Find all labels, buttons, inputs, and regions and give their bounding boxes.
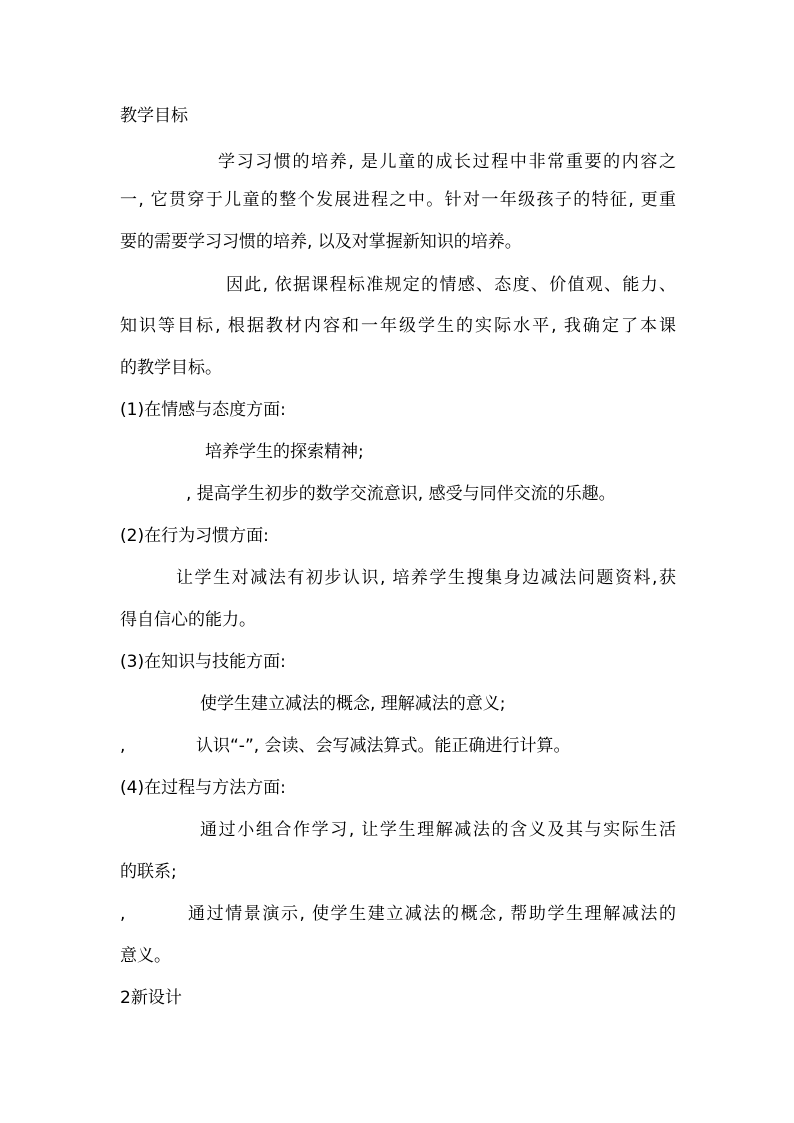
section-1-item-2: , 提高学生初步的数学交流意识, 感受与同伴交流的乐趣。 — [186, 484, 616, 504]
section-2-line-2: 得自信心的能力。 — [120, 610, 256, 630]
section-2-line-1: 让学生对减法有初步认识, 培养学生搜集身边减法问题资料,获 — [176, 568, 676, 588]
section-3-item-1: 使学生建立减法的概念, 理解减法的意义; — [200, 694, 506, 714]
section-1-item-1: 培养学生的探索精神; — [205, 442, 364, 462]
next-section-heading: 2新设计 — [120, 988, 182, 1008]
section-4-item-1-line-1: 通过小组合作学习, 让学生理解减法的含义及其与实际生活 — [200, 820, 676, 840]
para1-line-3: 要的需要学习习惯的培养, 以及对掌握新知识的培养。 — [120, 232, 522, 252]
section-4-item-2-line-1: 通过情景演示, 使学生建立减法的概念, 帮助学生理解减法的 — [188, 904, 676, 924]
heading: 教学目标 — [120, 106, 188, 126]
para2-line-3: 的教学目标。 — [120, 358, 222, 378]
section-3-title: (3)在知识与技能方面: — [120, 652, 286, 672]
para2-line-2: 知识等目标, 根据教材内容和一年级学生的实际水平, 我确定了本课 — [120, 316, 676, 336]
section-4-item-1-line-2: 的联系; — [120, 862, 177, 882]
section-4-item-2-line-2: 意义。 — [120, 946, 171, 966]
section-3-item-2: 认识“-”, 会读、会写减法算式。能正确进行计算。 — [196, 736, 571, 756]
para2-line-1: 因此, 依据课程标准规定的情感、态度、价值观、能力、 — [226, 275, 676, 295]
para1-line-1: 学习习惯的培养, 是儿童的成长过程中非常重要的内容之 — [218, 152, 676, 172]
section-1-title: (1)在情感与态度方面: — [120, 400, 286, 420]
section-3-item-2-mark: , — [120, 736, 126, 756]
para1-line-2: 一, 它贯穿于儿童的整个发展进程之中。针对一年级孩子的特征, 更重 — [120, 190, 676, 210]
section-4-item-2-mark: , — [120, 904, 126, 924]
section-4-title: (4)在过程与方法方面: — [120, 778, 286, 798]
section-2-title: (2)在行为习惯方面: — [120, 526, 269, 546]
